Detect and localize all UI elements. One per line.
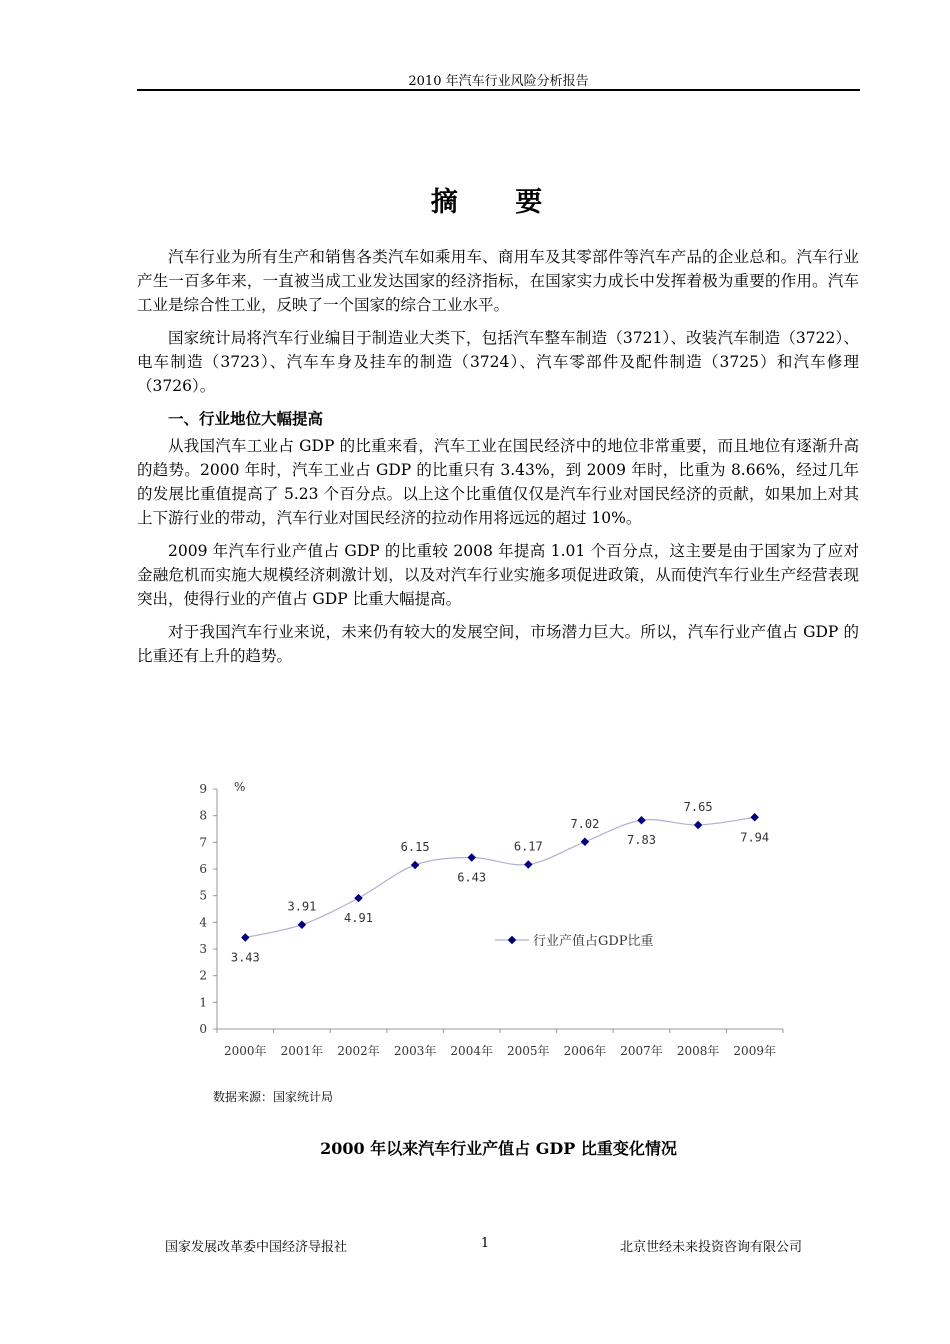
x-tick-label: 2002年 bbox=[337, 1044, 380, 1058]
section-heading: 一、行业地位大幅提高 bbox=[168, 410, 324, 428]
x-tick-label: 2005年 bbox=[507, 1044, 550, 1058]
y-tick-label: 2 bbox=[199, 968, 207, 983]
source-note: 数据来源：国家统计局 bbox=[213, 1090, 334, 1104]
data-label: 4.91 bbox=[344, 911, 373, 926]
header-title: 2010 年汽车行业风险分析报告 bbox=[408, 74, 589, 89]
data-label: 6.43 bbox=[457, 870, 487, 885]
y-tick-label: 6 bbox=[199, 862, 207, 876]
y-tick-label: 1 bbox=[199, 995, 207, 1010]
header-divider bbox=[137, 89, 860, 91]
data-label: 7.94 bbox=[740, 830, 770, 845]
data-point bbox=[637, 816, 645, 824]
data-label: 3.43 bbox=[230, 950, 260, 965]
chart-caption: 2000 年以来汽车行业产值占 GDP 比重变化情况 bbox=[320, 1139, 677, 1158]
y-axis-unit: % bbox=[234, 780, 246, 794]
legend-label: 行业产值占GDP比重 bbox=[533, 934, 654, 949]
data-point bbox=[581, 838, 589, 846]
footer-company: 北京世经未来投资咨询有限公司 bbox=[620, 1240, 803, 1255]
data-label: 6.17 bbox=[513, 839, 543, 854]
gdp-share-chart bbox=[185, 770, 795, 1070]
data-point bbox=[750, 813, 758, 821]
data-point bbox=[354, 894, 362, 902]
data-label: 7.65 bbox=[683, 800, 713, 814]
x-tick-label: 2004年 bbox=[450, 1044, 493, 1058]
y-tick-label: 7 bbox=[199, 835, 207, 850]
x-tick-label: 2000年 bbox=[224, 1044, 267, 1058]
footer-publisher: 国家发展改革委中国经济导报社 bbox=[165, 1240, 348, 1255]
data-point bbox=[524, 860, 532, 868]
data-point bbox=[467, 853, 475, 861]
chart-canvas bbox=[185, 770, 795, 1070]
y-tick-label: 4 bbox=[199, 915, 207, 930]
x-tick-label: 2009年 bbox=[733, 1044, 776, 1058]
data-point bbox=[241, 933, 249, 941]
data-label: 7.83 bbox=[627, 833, 656, 848]
x-tick-label: 2001年 bbox=[280, 1044, 324, 1058]
y-tick-label: 0 bbox=[199, 1022, 207, 1036]
document-title: 摘 要 bbox=[430, 187, 567, 218]
footer-page-number: 1 bbox=[480, 1236, 490, 1251]
legend-marker bbox=[508, 936, 516, 944]
intro-paragraph-1: 汽车行业为所有生产和销售各类汽车如乘用车、商用车及其零部件等汽车产品的企业总和。汽车行业产生一百多年来，一直被当成工业发达国家的经济指标，在国家实力成长中发挥着极为重要的作用。汽车工业是综合性工业，反映了一个国家的综合工业水平。 bbox=[137, 248, 859, 314]
series-line bbox=[245, 817, 754, 937]
y-tick-label: 5 bbox=[199, 888, 207, 903]
document-body bbox=[137, 245, 859, 677]
y-tick-label: 9 bbox=[199, 782, 207, 796]
x-tick-label: 2006年 bbox=[563, 1044, 607, 1058]
intro-paragraph-2: 国家统计局将汽车行业编目于制造业大类下，包括汽车整车制造（3721）、改装汽车制造（3722）、电车制造（3723）、汽车车身及挂车的制造（3724）、汽车零部件及配件制造（3725）和汽车修理（3726）。 bbox=[137, 329, 859, 395]
section-paragraph-2: 2009 年汽车行业产值占 GDP 的比重较 2008 年提高 1.01 个百分点，这主要是由于国家为了应对金融危机而实施大规模经济刺激计划，以及对汽车行业实施多项促进政策，从而使汽车行业生产经营表现突出，使得行业的产值占 GDP 比重大幅提高。 bbox=[137, 542, 859, 608]
section-paragraph-3: 对于我国汽车行业来说，未来仍有较大的发展空间，市场潜力巨大。所以，汽车行业产值占 GDP 的比重还有上升的趋势。 bbox=[137, 623, 859, 665]
data-label: 6.15 bbox=[400, 840, 430, 854]
y-tick-label: 3 bbox=[199, 942, 207, 956]
x-tick-label: 2007年 bbox=[620, 1044, 663, 1058]
data-point bbox=[411, 861, 419, 869]
data-point bbox=[694, 821, 702, 829]
data-label: 3.91 bbox=[287, 899, 317, 914]
y-tick-label: 8 bbox=[199, 808, 207, 823]
data-label: 7.02 bbox=[570, 816, 600, 831]
x-tick-label: 2008年 bbox=[676, 1044, 720, 1058]
section-paragraph-1: 从我国汽车工业占 GDP 的比重来看，汽车工业在国民经济中的地位非常重要，而且地位有逐渐升高的趋势。2000 年时，汽车工业占 GDP 的比重只有 3.43%，到 2009 年时，比重为 8.66%，经过几年的发展比重值提高了 5.23 个百分点。以上这个比重值仅仅是汽车行业对国民经济的贡献，如果加上对其上下游行业的带动，汽车行业对国民经济的拉动作用将远远的超过 10%。 bbox=[137, 437, 859, 527]
data-point bbox=[298, 920, 306, 928]
x-tick-label: 2003年 bbox=[393, 1044, 437, 1058]
